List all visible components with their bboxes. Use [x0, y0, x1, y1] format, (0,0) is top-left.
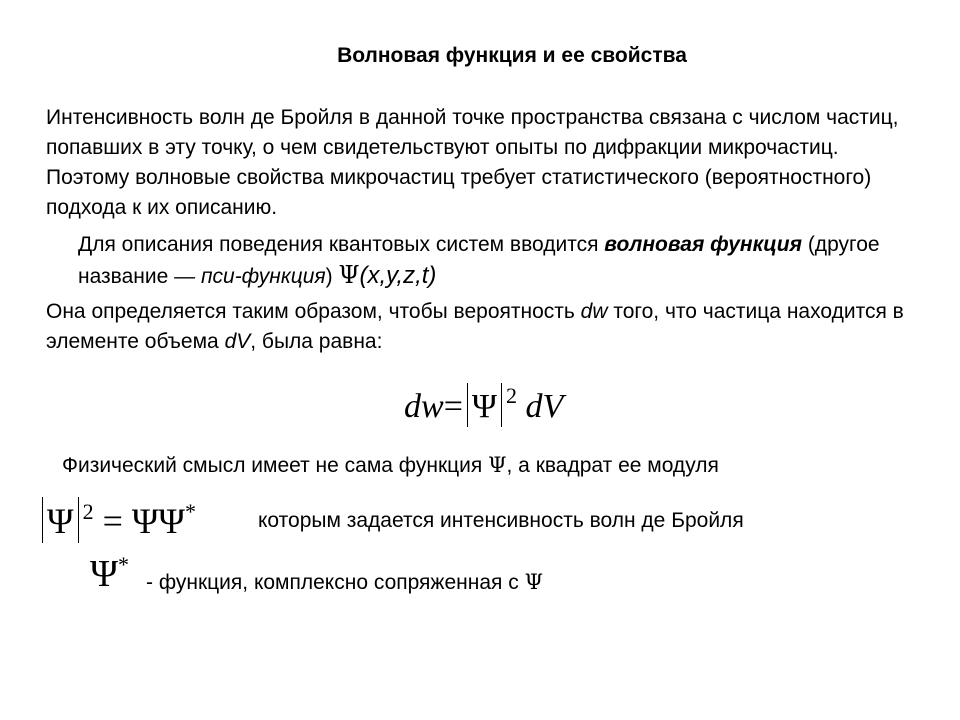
- psi-symbol: Ψ: [338, 261, 360, 289]
- text-segment: - функция, комплексно сопряженная с: [146, 571, 525, 594]
- formula-product: ΨΨ: [131, 501, 185, 541]
- text-segment: , а квадрат ее модуля: [506, 454, 719, 477]
- page-title: Волновая функция и ее свойства: [337, 44, 687, 67]
- text-segment: Физический смысл имеет не сама функция: [62, 454, 489, 477]
- intensity-caption: которым задается интенсивность волн де Бройля: [258, 509, 744, 532]
- formula-psi: Ψ: [47, 501, 74, 541]
- psi-symbol: Ψ: [524, 570, 543, 594]
- psi-arguments: (x,y,z,t): [359, 262, 437, 289]
- text-segment: Для описания поведения квантовых систем вводится: [78, 233, 605, 256]
- formula-psi: Ψ: [90, 553, 119, 595]
- term-psi-function: пси-функция: [200, 265, 326, 288]
- formula-conjugate-star: *: [185, 499, 196, 524]
- psi-symbol: Ψ: [488, 453, 507, 477]
- text-segment: того, что частица находится в элементе объема: [46, 300, 904, 353]
- modulus-bar-left: [467, 383, 468, 427]
- modulus-bar-left: [42, 497, 43, 543]
- modulus-bar-right: [78, 497, 79, 543]
- text-segment: , была равна:: [250, 330, 383, 353]
- probability-formula: [404, 383, 563, 427]
- physical-meaning-paragraph: [62, 450, 942, 481]
- formula-lhs: dw: [404, 388, 444, 425]
- modulus-bar-right: [501, 383, 502, 427]
- formula-equals: =: [443, 388, 463, 425]
- formula-power: 2: [82, 499, 94, 524]
- formula-rhs: dV: [525, 388, 564, 425]
- intro-paragraph: Интенсивность волн де Бройля в данной точке пространства связана с числом частиц, попавших в эту точку, о чем свидетельствуют опыты по дифракции микрочастиц. Поэтому волновые свойства микрочастиц требует статистического (вероятностного) подхода к их описанию.: [46, 106, 899, 219]
- probability-paragraph: [46, 297, 926, 357]
- modulus-squared-formula: [38, 497, 196, 543]
- text-segment: ): [325, 265, 339, 288]
- conjugate-symbol: [90, 552, 129, 596]
- formula-equals: =: [102, 501, 123, 541]
- formula-conjugate-star: *: [118, 552, 130, 577]
- term-wave-function: волновая функция: [604, 233, 802, 256]
- dw-symbol: dw: [580, 300, 608, 323]
- wavefunction-definition-paragraph: [78, 230, 938, 292]
- dv-symbol: dV: [224, 330, 251, 353]
- text-segment: Она определяется таким образом, чтобы вероятность: [46, 300, 581, 323]
- formula-power: 2: [505, 383, 517, 408]
- formula-psi: Ψ: [471, 388, 497, 425]
- text-segment: (другое название —: [78, 233, 880, 288]
- conjugate-caption: [146, 567, 543, 598]
